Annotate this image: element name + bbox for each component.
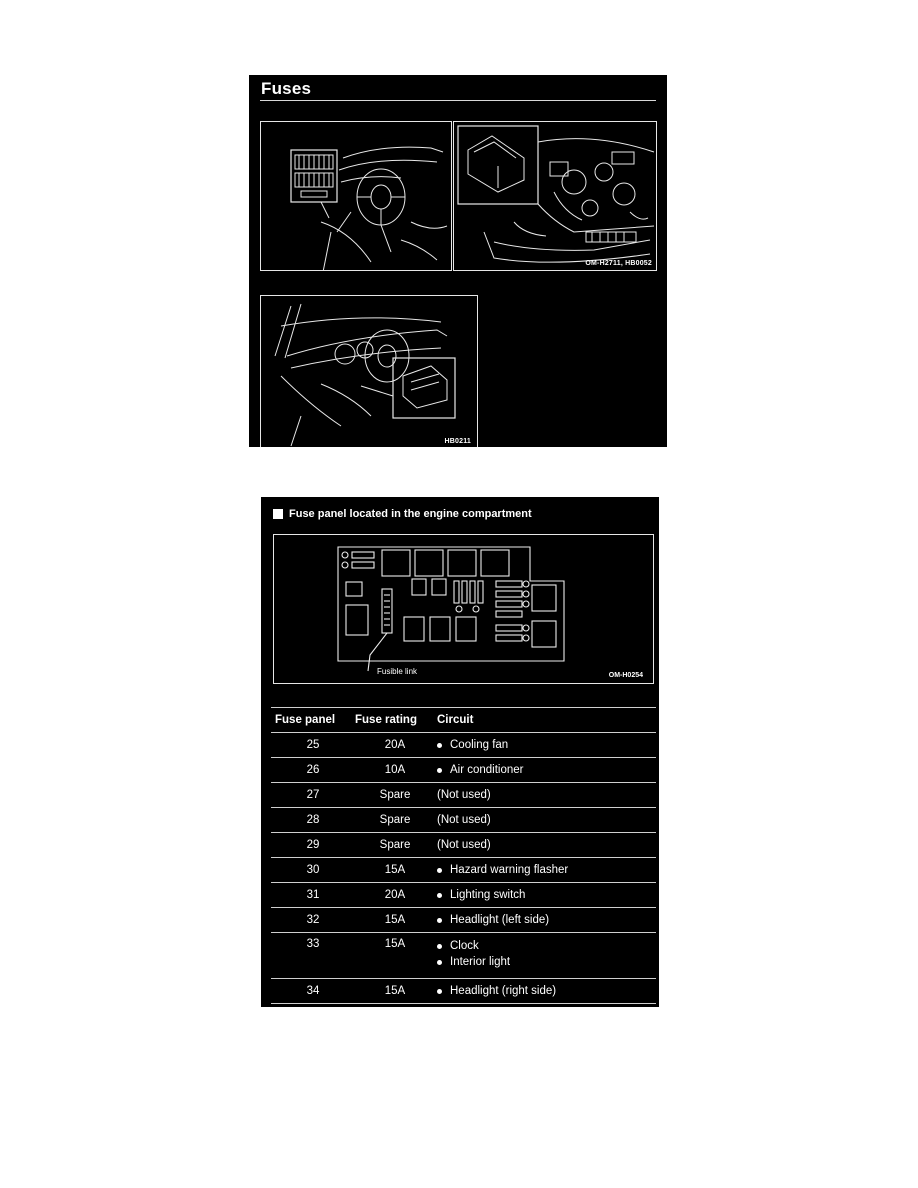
fuse-rating: 15A	[355, 933, 435, 979]
circuit-cell	[435, 833, 656, 858]
circuit-name: Clock	[450, 940, 479, 952]
fusible-link-label: Fusible link	[377, 667, 418, 676]
figure-code-2: HB0211	[444, 438, 471, 445]
circuit-line	[437, 887, 656, 903]
fuse-panel-number: 26	[271, 758, 355, 783]
fuse-rating: Spare	[355, 833, 435, 858]
circuit-cell	[435, 783, 656, 808]
circuit-name: Interior light	[450, 956, 511, 968]
circuit-line	[437, 912, 656, 928]
circuit-line	[437, 787, 656, 803]
circuit-line	[437, 737, 656, 753]
header-fuse-rating: Fuse rating	[355, 708, 435, 733]
fuse-rating: 15A	[355, 908, 435, 933]
fuse-rating: 10A	[355, 758, 435, 783]
table-row	[271, 883, 656, 908]
circuit-name: Cooling fan	[450, 739, 509, 751]
table-row	[271, 933, 656, 979]
circuit-cell	[435, 933, 656, 979]
circuit-line	[437, 862, 656, 878]
circuit-name: Air conditioner	[450, 764, 524, 776]
header-circuit: Circuit	[435, 708, 656, 733]
fuse-panel-number: 29	[271, 833, 355, 858]
table-row	[271, 783, 656, 808]
dashboard-fuse-box-illustration	[260, 121, 452, 271]
fuse-panel-drawing	[274, 535, 655, 685]
fuse-panel-number: 28	[271, 808, 355, 833]
engine-fuse-panel-card	[261, 497, 659, 1007]
fuse-rating: 20A	[355, 733, 435, 758]
bullet-icon	[437, 944, 442, 949]
circuit-line	[437, 837, 656, 853]
fuses-location-panel	[249, 75, 667, 447]
title-divider	[260, 100, 656, 101]
bullet-icon	[437, 868, 442, 873]
diagram-code: OM-H0254	[608, 672, 643, 679]
lower-dashboard-fuse-box-illustration	[260, 295, 478, 447]
fuse-panel-number: 27	[271, 783, 355, 808]
circuit-line	[437, 938, 656, 954]
section-title: Fuses	[261, 79, 312, 98]
bullet-icon	[437, 960, 442, 965]
fuse-panel-number: 25	[271, 733, 355, 758]
circuit-cell	[435, 758, 656, 783]
circuit-cell	[435, 733, 656, 758]
bullet-icon	[437, 743, 442, 748]
engine-compartment-fuse-box-illustration	[453, 121, 657, 271]
circuit-name: Lighting switch	[450, 889, 526, 901]
fuse-rating: Spare	[355, 783, 435, 808]
fuse-panel-number: 33	[271, 933, 355, 979]
circuit-line	[437, 762, 656, 778]
circuit-name: Headlight (right side)	[450, 985, 557, 997]
header-fuse-panel: Fuse panel	[271, 708, 355, 733]
fuse-table-body	[271, 733, 656, 1004]
circuit-line	[437, 812, 656, 828]
fuse-panel-number: 30	[271, 858, 355, 883]
engine-panel-heading	[273, 508, 532, 520]
circuit-name: (Not used)	[437, 814, 491, 826]
bullet-icon	[437, 768, 442, 773]
engine-bay-drawing	[454, 122, 657, 271]
table-row	[271, 808, 656, 833]
circuit-name: (Not used)	[437, 789, 491, 801]
table-row	[271, 833, 656, 858]
fuse-rating: 15A	[355, 858, 435, 883]
fuse-rating: 15A	[355, 979, 435, 1004]
bullet-icon	[437, 893, 442, 898]
circuit-cell	[435, 883, 656, 908]
table-row	[271, 758, 656, 783]
table-row	[271, 908, 656, 933]
bullet-icon	[437, 918, 442, 923]
engine-panel-title: Fuse panel located in the engine compartment	[289, 508, 532, 520]
figure-code-1: OM-H2711, HB0052	[585, 260, 652, 267]
circuit-name: (Not used)	[437, 839, 491, 851]
table-row	[271, 733, 656, 758]
bullet-icon	[437, 989, 442, 994]
fuse-panel-number: 34	[271, 979, 355, 1004]
circuit-cell	[435, 979, 656, 1004]
circuit-name: Headlight (left side)	[450, 914, 550, 926]
bullet-square-icon	[273, 509, 283, 519]
table-row	[271, 858, 656, 883]
fuse-rating: Spare	[355, 808, 435, 833]
circuit-name: Hazard warning flasher	[450, 864, 569, 876]
lower-dashboard-drawing	[261, 296, 478, 447]
circuit-cell	[435, 808, 656, 833]
table-header-row	[271, 708, 656, 733]
circuit-line	[437, 954, 656, 970]
fuse-panel-number: 31	[271, 883, 355, 908]
fuse-panel-diagram	[273, 534, 654, 684]
fuse-rating: 20A	[355, 883, 435, 908]
fuse-rating-table	[271, 707, 656, 1004]
circuit-cell	[435, 858, 656, 883]
fuse-panel-number: 32	[271, 908, 355, 933]
circuit-line	[437, 983, 656, 999]
circuit-cell	[435, 908, 656, 933]
table-row	[271, 979, 656, 1004]
dashboard-drawing	[261, 122, 452, 271]
